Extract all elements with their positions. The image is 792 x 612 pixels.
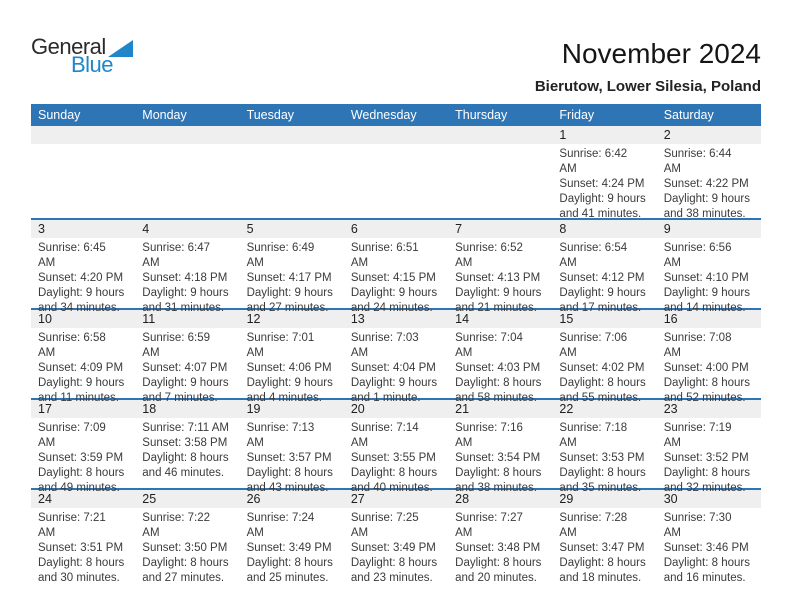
sunrise-line: Sunrise: 7:11 AM <box>142 422 230 434</box>
daylight-line: Daylight: 9 hours and 41 minutes. <box>559 193 646 220</box>
sunset-line: Sunset: 3:57 PM <box>246 452 332 464</box>
day-body-row <box>31 328 761 406</box>
day-number: 4 <box>142 222 150 236</box>
sunset-line: Sunset: 4:24 PM <box>559 178 645 190</box>
daylight-line: Daylight: 9 hours and 27 minutes. <box>246 287 333 314</box>
sunset-line: Sunset: 4:09 PM <box>38 362 124 374</box>
page-title: November 2024 <box>561 38 761 69</box>
sunrise-line: Sunrise: 6:54 AM <box>559 242 628 269</box>
day-number: 25 <box>142 492 157 506</box>
daylight-line: Daylight: 8 hours and 30 minutes. <box>38 557 125 584</box>
sunrise-line: Sunrise: 7:04 AM <box>455 332 523 359</box>
day-cell <box>135 508 239 586</box>
day-number: 21 <box>455 402 470 416</box>
sunset-line: Sunset: 4:12 PM <box>559 272 645 284</box>
daylight-line: Daylight: 8 hours and 23 minutes. <box>350 557 438 584</box>
daylight-line: Daylight: 8 hours and 18 minutes. <box>559 557 646 584</box>
day-cell <box>657 144 761 222</box>
daylight-line: Daylight: 8 hours and 52 minutes. <box>663 377 750 404</box>
day-number: 20 <box>350 402 365 416</box>
sunrise-line: Sunrise: 7:28 AM <box>559 512 628 539</box>
sunrise-line: Sunrise: 7:16 AM <box>455 422 523 449</box>
sunset-line: Sunset: 4:06 PM <box>246 362 332 374</box>
sunset-line: Sunset: 3:50 PM <box>142 542 228 554</box>
sunrise-line: Sunrise: 7:01 AM <box>246 332 315 359</box>
day-cell <box>657 418 761 496</box>
day-number: 9 <box>663 222 671 236</box>
day-header-cell: Friday <box>559 108 595 122</box>
sunset-line: Sunset: 4:10 PM <box>663 272 749 284</box>
sunset-line: Sunset: 3:49 PM <box>246 542 332 554</box>
daylight-line: Daylight: 8 hours and 55 minutes. <box>559 377 646 404</box>
day-number: 22 <box>559 402 574 416</box>
day-number-band <box>31 126 761 144</box>
day-cell <box>552 238 656 316</box>
sunrise-line: Sunrise: 7:06 AM <box>559 332 628 359</box>
day-number: 14 <box>455 312 470 326</box>
calendar-grid <box>31 104 761 584</box>
day-number: 28 <box>455 492 470 506</box>
week-row <box>31 126 761 218</box>
sunrise-line: Sunrise: 6:47 AM <box>142 242 211 269</box>
day-cell <box>344 144 448 222</box>
day-cell <box>344 328 448 406</box>
sunrise-line: Sunrise: 7:25 AM <box>350 512 419 539</box>
day-number: 13 <box>350 312 365 326</box>
page-subtitle: Bierutow, Lower Silesia, Poland <box>534 78 761 95</box>
day-number: 1 <box>559 128 567 142</box>
daylight-line: Daylight: 9 hours and 4 minutes. <box>246 377 333 404</box>
day-body-row <box>31 144 761 222</box>
day-cell <box>135 144 239 222</box>
weeks-container <box>31 126 761 584</box>
daylight-line: Daylight: 9 hours and 14 minutes. <box>663 287 750 314</box>
day-cell <box>31 238 135 316</box>
day-number: 17 <box>38 402 52 416</box>
day-header-cell: Tuesday <box>246 108 295 122</box>
sunset-line: Sunset: 4:18 PM <box>142 272 228 284</box>
day-number-band <box>31 310 761 328</box>
day-cell <box>657 508 761 586</box>
day-cell <box>31 328 135 406</box>
day-cell <box>448 328 552 406</box>
day-number: 19 <box>246 402 261 416</box>
sunset-line: Sunset: 3:47 PM <box>559 542 645 554</box>
daylight-line: Daylight: 8 hours and 35 minutes. <box>559 467 646 494</box>
daylight-line: Daylight: 8 hours and 49 minutes. <box>38 467 125 494</box>
day-body-row <box>31 418 761 496</box>
daylight-line: Daylight: 9 hours and 21 minutes. <box>455 287 542 314</box>
daylight-line: Daylight: 9 hours and 38 minutes. <box>663 193 750 220</box>
daylight-line: Daylight: 9 hours and 17 minutes. <box>559 287 646 314</box>
day-number: 29 <box>559 492 574 506</box>
day-number: 11 <box>142 312 156 326</box>
day-cell <box>135 418 239 496</box>
day-cell <box>552 328 656 406</box>
daylight-line: Daylight: 8 hours and 46 minutes. <box>142 452 229 479</box>
sunrise-line: Sunrise: 7:22 AM <box>142 512 211 539</box>
sunrise-line: Sunrise: 7:19 AM <box>663 422 732 449</box>
day-number: 26 <box>246 492 261 506</box>
day-number: 15 <box>559 312 574 326</box>
sunrise-line: Sunrise: 7:21 AM <box>38 512 106 539</box>
sunset-line: Sunset: 3:59 PM <box>38 452 124 464</box>
day-number: 24 <box>38 492 52 506</box>
general-blue-logo <box>31 36 133 76</box>
daylight-line: Daylight: 8 hours and 32 minutes. <box>663 467 750 494</box>
sunrise-line: Sunrise: 6:42 AM <box>559 148 628 175</box>
day-cell <box>135 238 239 316</box>
sunset-line: Sunset: 3:53 PM <box>559 452 645 464</box>
day-number-band <box>31 400 761 418</box>
sunset-line: Sunset: 3:58 PM <box>142 437 228 449</box>
day-body-row <box>31 238 761 316</box>
week-row <box>31 398 761 494</box>
sunset-line: Sunset: 4:07 PM <box>142 362 228 374</box>
sunrise-line: Sunrise: 6:58 AM <box>38 332 106 359</box>
week-row <box>31 218 761 314</box>
day-number: 5 <box>246 222 254 236</box>
day-cell <box>240 508 344 586</box>
daylight-line: Daylight: 9 hours and 7 minutes. <box>142 377 229 404</box>
sunrise-line: Sunrise: 7:14 AM <box>350 422 419 449</box>
day-cell <box>448 144 552 222</box>
daylight-line: Daylight: 8 hours and 27 minutes. <box>142 557 229 584</box>
day-number: 7 <box>455 222 463 236</box>
sunset-line: Sunset: 4:03 PM <box>455 362 541 374</box>
day-number: 16 <box>663 312 678 326</box>
sunset-line: Sunset: 3:48 PM <box>455 542 541 554</box>
day-number: 27 <box>350 492 365 506</box>
sunset-line: Sunset: 4:00 PM <box>663 362 749 374</box>
daylight-line: Daylight: 9 hours and 31 minutes. <box>142 287 229 314</box>
sunrise-line: Sunrise: 6:52 AM <box>455 242 523 269</box>
day-number: 6 <box>350 222 358 236</box>
sunset-line: Sunset: 4:15 PM <box>350 272 436 284</box>
day-cell <box>31 144 135 222</box>
sunrise-line: Sunrise: 7:24 AM <box>246 512 315 539</box>
daylight-line: Daylight: 8 hours and 16 minutes. <box>663 557 750 584</box>
daylight-line: Daylight: 8 hours and 43 minutes. <box>246 467 333 494</box>
sunrise-line: Sunrise: 7:09 AM <box>38 422 106 449</box>
daylight-line: Daylight: 8 hours and 58 minutes. <box>455 377 542 404</box>
sunrise-line: Sunrise: 6:49 AM <box>246 242 315 269</box>
day-cell <box>31 418 135 496</box>
day-cell <box>135 328 239 406</box>
day-cell <box>448 508 552 586</box>
day-cell <box>448 238 552 316</box>
day-header-cell: Wednesday <box>350 108 417 122</box>
day-cell <box>240 328 344 406</box>
daylight-line: Daylight: 9 hours and 24 minutes. <box>350 287 438 314</box>
day-cell <box>448 418 552 496</box>
day-number-band <box>31 490 761 508</box>
week-row <box>31 308 761 404</box>
day-number: 30 <box>663 492 678 506</box>
day-number: 2 <box>663 128 671 142</box>
day-cell <box>657 328 761 406</box>
day-number: 18 <box>142 402 157 416</box>
day-cell <box>344 418 448 496</box>
sunset-line: Sunset: 4:20 PM <box>38 272 124 284</box>
sunset-line: Sunset: 3:46 PM <box>663 542 749 554</box>
sunrise-line: Sunrise: 6:45 AM <box>38 242 106 269</box>
daylight-line: Daylight: 9 hours and 1 minute. <box>350 377 438 404</box>
day-cell <box>552 418 656 496</box>
day-cell <box>31 508 135 586</box>
sunrise-line: Sunrise: 7:08 AM <box>663 332 732 359</box>
day-number-band <box>31 220 761 238</box>
day-number: 10 <box>38 312 52 326</box>
day-header-cell: Monday <box>142 108 187 122</box>
sunrise-line: Sunrise: 6:51 AM <box>350 242 419 269</box>
daylight-line: Daylight: 8 hours and 25 minutes. <box>246 557 333 584</box>
logo-text-general: General <box>31 34 106 59</box>
daylight-line: Daylight: 8 hours and 40 minutes. <box>350 467 438 494</box>
sunrise-line: Sunrise: 6:56 AM <box>663 242 732 269</box>
sunset-line: Sunset: 4:22 PM <box>663 178 749 190</box>
sunset-line: Sunset: 4:04 PM <box>350 362 436 374</box>
daylight-line: Daylight: 8 hours and 20 minutes. <box>455 557 542 584</box>
logo-text-blue: Blue <box>71 52 114 77</box>
day-cell <box>240 238 344 316</box>
week-row <box>31 488 761 584</box>
sunrise-line: Sunrise: 7:03 AM <box>350 332 419 359</box>
day-number: 8 <box>559 222 567 236</box>
day-cell <box>240 418 344 496</box>
day-header-row <box>31 104 761 126</box>
day-number: 23 <box>663 402 678 416</box>
day-number: 3 <box>38 222 45 236</box>
sunrise-line: Sunrise: 7:18 AM <box>559 422 628 449</box>
day-header-cell: Sunday <box>38 108 81 122</box>
daylight-line: Daylight: 8 hours and 38 minutes. <box>455 467 542 494</box>
sunrise-line: Sunrise: 6:59 AM <box>142 332 211 359</box>
sunset-line: Sunset: 3:54 PM <box>455 452 541 464</box>
day-number: 12 <box>246 312 261 326</box>
day-cell <box>657 238 761 316</box>
day-cell <box>344 238 448 316</box>
sunset-line: Sunset: 4:13 PM <box>455 272 541 284</box>
sunset-line: Sunset: 3:55 PM <box>350 452 436 464</box>
day-cell <box>552 144 656 222</box>
sunrise-line: Sunrise: 7:30 AM <box>663 512 732 539</box>
sunrise-line: Sunrise: 7:13 AM <box>246 422 315 449</box>
sunset-line: Sunset: 3:52 PM <box>663 452 749 464</box>
sunset-line: Sunset: 4:02 PM <box>559 362 645 374</box>
day-body-row <box>31 508 761 586</box>
sunrise-line: Sunrise: 7:27 AM <box>455 512 523 539</box>
day-cell <box>552 508 656 586</box>
sunset-line: Sunset: 3:51 PM <box>38 542 124 554</box>
day-header-cell: Saturday <box>663 108 714 122</box>
sunrise-line: Sunrise: 6:44 AM <box>663 148 732 175</box>
day-header-cell: Thursday <box>455 108 508 122</box>
daylight-line: Daylight: 9 hours and 11 minutes. <box>38 377 125 404</box>
day-cell <box>344 508 448 586</box>
sunset-line: Sunset: 4:17 PM <box>246 272 332 284</box>
daylight-line: Daylight: 9 hours and 34 minutes. <box>38 287 125 314</box>
sunset-line: Sunset: 3:49 PM <box>350 542 436 554</box>
day-cell <box>240 144 344 222</box>
